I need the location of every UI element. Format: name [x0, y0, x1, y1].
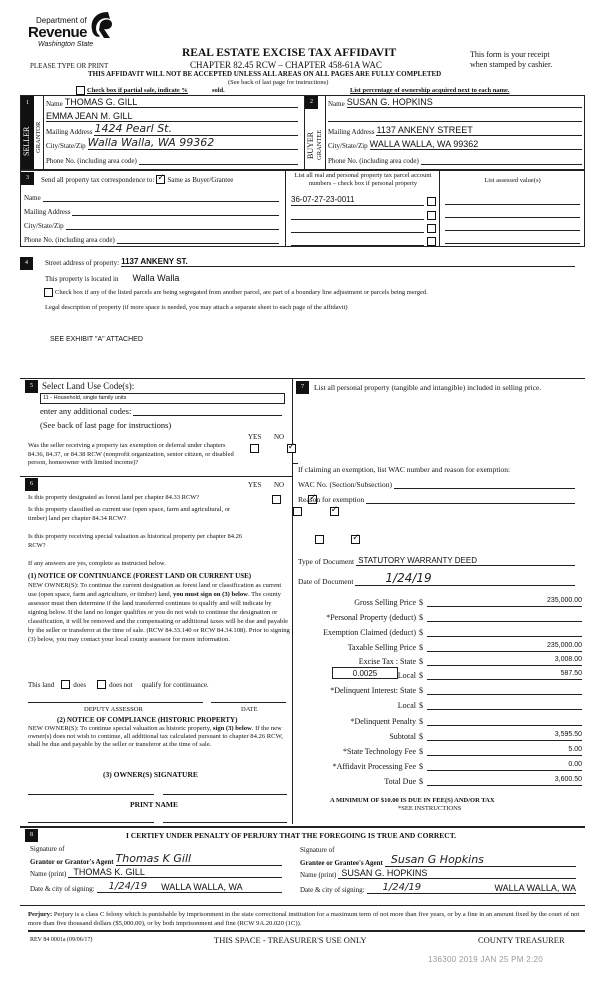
located-field[interactable]: Walla Walla — [132, 273, 180, 283]
agency-line2: Revenue — [28, 24, 88, 41]
grantee-sig-label-1: Signature of — [300, 846, 335, 854]
seller-name-label: Name — [46, 100, 63, 108]
no-header: NO — [274, 481, 285, 489]
grantee-name-field[interactable]: SUSAN G. HOPKINS — [338, 869, 576, 879]
see-back-note: (See back of last page for instructions) — [228, 79, 329, 86]
state-technology-fee-field[interactable]: 5.00 — [427, 746, 582, 756]
form-title: REAL ESTATE EXCISE TAX AFFIDAVIT — [182, 47, 397, 59]
grantor-name-label: Name (print) — [30, 870, 67, 878]
forest-yes-checkbox[interactable] — [272, 495, 281, 504]
forest-land-question: Is this property designated as forest land per chapter 84.33 RCW? — [28, 494, 200, 501]
seller-phone-field[interactable] — [139, 155, 298, 165]
taxable-selling-price-field[interactable]: 235,000.00 — [427, 642, 582, 652]
assessor-date-line[interactable] — [211, 702, 286, 703]
doc-date-label: Date of Document — [298, 577, 354, 586]
doc-type-label: Type of Document — [298, 557, 355, 566]
segregated-checkbox[interactable] — [44, 288, 53, 297]
amount-row: Local $ — [297, 700, 582, 710]
grantee-label: GRANTEE — [316, 129, 323, 161]
buyer-mailing-label: Mailing Address — [328, 128, 375, 136]
section-3-number: 3 — [21, 172, 34, 185]
see-instructions: *SEE INSTRUCTIONS — [398, 805, 462, 812]
notice-2-text: NEW OWNER(S): To continue special valuation as historic property, sign (3) below. If the new owner(s) does not wish to continue, all additional tax calculated pursuant to chapter 84.26 RCW, shall be due and payable by the seller or transferor at the time of sale. — [28, 725, 283, 748]
owner-print-name-line-2[interactable] — [163, 822, 287, 823]
exemption-no-checkbox[interactable] — [287, 444, 296, 453]
print-name-label: PRINT NAME — [130, 800, 178, 809]
seller-mailing-label: Mailing Address — [46, 128, 93, 136]
grantor-signature-field[interactable]: Thomas K Gill — [116, 852, 282, 866]
form-subtitle: CHAPTER 82.45 RCW – CHAPTER 458-61A WAC — [190, 60, 382, 70]
notice-2-title: (2) NOTICE OF COMPLIANCE (HISTORIC PROPERTY) — [57, 716, 238, 724]
segregated-row — [44, 288, 428, 297]
minimum-note: A MINIMUM OF $10.00 IS DUE IN FEE(S) AND/OR TAX — [330, 797, 495, 804]
grantee-date-label: Date & city of signing: — [300, 886, 365, 894]
corr-mailing-field[interactable] — [72, 206, 279, 216]
does-qualify-checkbox[interactable] — [61, 680, 70, 689]
corr-name-field[interactable] — [43, 192, 279, 202]
yes-header: YES — [248, 481, 262, 489]
exemption-claimed-field[interactable] — [427, 627, 582, 637]
notice-1-title: (1) NOTICE OF CONTINUANCE (FOREST LAND OR CURRENT USE) — [28, 572, 252, 580]
buyer-name-2-field[interactable] — [328, 112, 582, 122]
county-treasurer-label: COUNTY TREASURER — [478, 935, 565, 945]
partial-sale-suffix: sold. — [211, 87, 225, 94]
excise-tax-local-field[interactable]: 587.50 — [427, 670, 582, 680]
parcel-field[interactable] — [291, 209, 424, 220]
section-3-box — [20, 170, 585, 247]
subtotal-field[interactable]: 3,595.50 — [427, 731, 582, 741]
land-use-label: Select Land Use Code(s): — [42, 381, 135, 391]
buyer-phone-label: Phone No. (including area code) — [328, 157, 419, 165]
personal-property-checkbox[interactable] — [427, 224, 436, 233]
current-use-question: Is this property classified as current use (open space, farm and agricultural, or timber) land per chapter 84.34 RCW? — [28, 506, 231, 522]
local-rate-field[interactable]: 0.0025 — [332, 667, 398, 679]
same-as-buyer-label: Same as Buyer/Grantee — [167, 175, 234, 184]
grantee-sig-label-2: Grantee or Grantee's Agent — [300, 859, 383, 867]
partial-sale — [76, 86, 225, 95]
assessed-value-field[interactable] — [445, 204, 580, 205]
notice-1-text: NEW OWNER(S): To continue the current designation as forest land or classification as current use (open space, farm and agriculture, or timber) land, you must sign on (3) below. The county assessor must then determine if the land transferred continues to qualify and will indicate by signing below. If the land no longer qualifies or you do not wish to continue the designation or classification, it will be removed and the compensating or additional taxes will be due and payable by the seller or transferor at the time of sale. (RCW 84.33.140 or RCW 84.34.108). Prior to signing (3) below, you may contact your local county assessor for more information. — [28, 582, 290, 643]
parcel-row — [291, 209, 436, 220]
excise-tax-state-field[interactable]: 3,008.00 — [427, 656, 582, 666]
buyer-label: BUYER — [306, 131, 315, 159]
wac-field[interactable] — [394, 479, 575, 489]
assessed-value-field[interactable] — [445, 243, 580, 244]
corr-city-label: City/State/Zip — [24, 222, 64, 230]
gross-selling-price-field[interactable]: 235,000.00 — [427, 597, 582, 607]
grantor-sig-label-1: Signature of — [30, 845, 65, 853]
deputy-assessor-label: DEPUTY ASSESSOR — [84, 706, 143, 713]
street-address-field[interactable]: 1137 ANKENY ST. — [121, 257, 575, 267]
personal-property-label: List all personal property (tangible and intangible) included in selling price. — [314, 383, 542, 392]
current-use-yes-checkbox[interactable] — [293, 507, 302, 516]
located-in — [45, 273, 179, 283]
treasurer-use-label: THIS SPACE - TREASURER'S USE ONLY — [214, 935, 367, 945]
doc-type-field[interactable]: STATUTORY WARRANTY DEED — [356, 556, 575, 566]
personal-property-field[interactable] — [300, 410, 580, 460]
seller-name-1-field[interactable]: THOMAS G. GILL — [65, 98, 298, 108]
buyer-city-field[interactable]: WALLA WALLA, WA 99362 — [370, 140, 582, 150]
corr-phone-label: Phone No. (including area code) — [24, 236, 115, 244]
send-correspondence — [41, 175, 233, 184]
grantee-signature-field[interactable]: Susan G Hopkins — [385, 853, 576, 867]
partial-sale-checkbox[interactable] — [76, 86, 85, 95]
grantor-label: GRANTOR — [35, 121, 42, 154]
buyer-name-label: Name — [328, 100, 345, 108]
corr-mailing-label: Mailing Address — [24, 208, 71, 216]
grantee-date-field[interactable]: 1/24/19 WALLA WALLA, WA — [367, 884, 576, 894]
please-type: PLEASE TYPE OR PRINT — [30, 62, 109, 70]
perjury-notice: Perjury: Perjury is a class C felony which is punishable by imprisonment in the state correctional institution for a maximum term of not more than five years, or by a fine in an amount fixed by the court of not more than five thousand dollars ($5,000.00), or by both imprisonment and fine (RCW 9A.20.020 (1C)). — [28, 911, 580, 927]
date-label: DATE — [241, 706, 258, 713]
parcel-field[interactable] — [291, 235, 424, 246]
ownership-note: List percentage of ownership acquired next to each name. — [350, 87, 510, 94]
seller-label: SELLER — [22, 126, 31, 156]
section-6-number: 6 — [25, 478, 38, 491]
buyer-mailing-field[interactable]: 1137 ANKENY STREET — [376, 126, 582, 136]
grantor-name-field[interactable]: THOMAS K. GILL — [68, 868, 282, 878]
located-label: This property is located in — [45, 275, 119, 283]
section-2-number: 2 — [305, 96, 318, 109]
parcel-field[interactable] — [291, 222, 424, 233]
seller-city-label: City/State/Zip — [46, 142, 86, 150]
delinquent-interest-state-field[interactable] — [427, 685, 582, 695]
section-7-number: 7 — [296, 381, 309, 394]
section-1-number: 1 — [21, 96, 34, 169]
amount-row: Subtotal $ 3,595.50 — [389, 731, 582, 741]
amount-row: Local $ 587.50 — [397, 670, 582, 680]
form-revision: REV 84 0001a (09/06/17) — [30, 937, 93, 943]
additional-codes-field[interactable] — [133, 406, 282, 416]
current-use-no-checkbox[interactable] — [330, 507, 339, 516]
agency-line1: Department of — [36, 16, 87, 25]
reason-label: Reason for exemption — [298, 495, 365, 504]
buyer-phone-field[interactable] — [421, 155, 582, 165]
personal-property-checkbox[interactable] — [427, 211, 436, 220]
owner-signature-line-1[interactable] — [28, 794, 154, 795]
corr-phone-field[interactable] — [117, 234, 279, 244]
treasurer-stamp: 136300 2019 JAN 25 PM 2:20 — [428, 955, 543, 964]
grantor-date-field[interactable]: 1/24/19 WALLA WALLA, WA — [97, 883, 282, 893]
corr-name-label: Name — [24, 194, 41, 202]
parcel-row — [291, 195, 436, 206]
buyer-name-1-field[interactable]: SUSAN G. HOPKINS — [347, 98, 582, 108]
parcel-field[interactable]: 36-07-27-23-0011 — [291, 195, 424, 206]
affidavit-processing-fee-field[interactable]: 0.00 — [427, 761, 582, 771]
continuance-row: This land does does not qualify for continuance. — [28, 680, 209, 689]
exemption-yes-checkbox[interactable] — [250, 444, 259, 453]
grantor-date-label: Date & city of signing: — [30, 885, 95, 893]
section-4-number: 4 — [20, 257, 33, 270]
buyer-city-label: City/State/Zip — [328, 142, 368, 150]
partial-sale-label: Check box if partial sale, indicate % — [87, 87, 188, 94]
dor-logo — [28, 12, 118, 56]
exemption-claim-label: If claiming an exemption, list WAC number and reason for exemption: — [298, 465, 511, 474]
section-8-number: 8 — [25, 829, 38, 842]
personal-property-checkbox[interactable] — [427, 197, 436, 206]
delinquent-penalty-field[interactable] — [427, 716, 582, 726]
owner-signature-line-2[interactable] — [163, 794, 287, 795]
same-as-buyer-checkbox[interactable] — [156, 175, 165, 184]
doc-date-field[interactable]: 1/24/19 — [355, 572, 575, 586]
personal-property-deduct-field[interactable] — [427, 612, 582, 622]
street-address-label: Street address of property: — [45, 259, 120, 267]
amount-row: Exemption Claimed (deduct) $ — [297, 627, 582, 637]
total-due-field[interactable]: 3,600.50 — [427, 776, 582, 786]
reason-field[interactable] — [366, 494, 575, 504]
parcel-header: List all real and personal property tax parcel account numbers – check box if personal property — [294, 172, 432, 187]
section-5-number: 5 — [25, 380, 38, 393]
amount-row: *State Technology Fee $ 5.00 — [342, 746, 582, 756]
warning-banner: THIS AFFIDAVIT WILL NOT BE ACCEPTED UNLESS ALL AREAS ON ALL PAGES ARE FULLY COMPLETED — [88, 70, 442, 78]
wac-label: WAC No. (Section/Subsection) — [298, 480, 392, 489]
delinquent-interest-local-field[interactable] — [427, 700, 582, 710]
grantee-name-label: Name (print) — [300, 871, 337, 879]
land-use-select[interactable] — [40, 393, 285, 404]
exemption-question: Was the seller receiving a property tax exemption or deferral under chapters 84.36, 84.37, or 84.38 RCW (nonprofit organization, senior citizen, or disabled person, homeowner with limited income)? — [28, 442, 234, 466]
legal-description-field[interactable]: SEE EXHIBIT "A" ATTACHED — [50, 336, 143, 343]
assessed-header: List assessed value(s) — [484, 177, 541, 184]
amount-row: Taxable Selling Price $ 235,000.00 — [347, 642, 582, 652]
certify-statement: I CERTIFY UNDER PENALTY OF PERJURY THAT THE FOREGOING IS TRUE AND CORRECT. — [126, 831, 457, 840]
personal-property-checkbox[interactable] — [427, 237, 436, 246]
seller-name-2-field[interactable]: EMMA JEAN M. GILL — [46, 112, 298, 122]
receipt-note-1: This form is your receipt — [470, 50, 550, 59]
corr-city-field[interactable] — [66, 220, 279, 230]
seller-phone-label: Phone No. (including area code) — [46, 157, 137, 165]
historic-question: Is this property receiving special valuation as historical property per chapter 84.26 RCW? — [28, 533, 243, 549]
assessed-value-field[interactable] — [445, 230, 580, 231]
dor-swirl-icon — [88, 10, 114, 40]
if-yes-note: If any answers are yes, complete as instructed below. — [28, 560, 166, 567]
send-label: Send all property tax correspondence to: — [41, 175, 155, 184]
legal-description-label: Legal description of property (if more space is needed, you may attach a separate sheet to each page of the affidavit) — [45, 304, 348, 311]
seller-mailing-field[interactable]: 1424 Pearl St. — [94, 126, 298, 136]
deputy-assessor-signature-line[interactable] — [28, 702, 203, 703]
amount-row: *Affidavit Processing Fee $ 0.00 — [332, 761, 582, 771]
amount-row: *Delinquent Interest: State $ — [297, 685, 582, 695]
amount-row: *Personal Property (deduct) $ — [297, 612, 582, 622]
amount-row: Excise Tax : State $ 3,008.00 — [358, 656, 582, 666]
parcel-row — [291, 235, 436, 246]
segregated-label: Check box if any of the listed parcels are being segregated from another parcel, are part of a boundary line adjustment or parcels being merged. — [55, 289, 428, 296]
parcel-row — [291, 222, 436, 233]
land-use-see-back: (See back of last page for instructions) — [40, 420, 172, 430]
historic-no-checkbox[interactable] — [351, 535, 360, 544]
does-not-qualify-checkbox[interactable] — [97, 680, 106, 689]
owner-signature-title: (3) OWNER(S) SIGNATURE — [103, 770, 198, 779]
no-header: NO — [274, 433, 285, 441]
amount-row: *Delinquent Penalty $ — [297, 716, 582, 726]
assessed-value-field[interactable] — [445, 217, 580, 218]
amount-row: Total Due $ 3,600.50 — [384, 776, 582, 786]
yes-header: YES — [248, 433, 262, 441]
receipt-note-2: when stamped by cashier. — [470, 60, 553, 69]
grantor-sig-label-2: Grantor or Grantor's Agent — [30, 858, 114, 866]
historic-yes-checkbox[interactable] — [315, 535, 324, 544]
amount-row: Gross Selling Price $ 235,000.00 — [354, 597, 582, 607]
owner-print-name-line-1[interactable] — [28, 822, 154, 823]
additional-codes-label: enter any additional codes: — [40, 406, 132, 416]
section-1-2-box — [20, 95, 585, 170]
agency-line3: Washington State — [38, 41, 94, 48]
seller-city-field[interactable]: Walla Walla, WA 99362 — [88, 140, 298, 150]
land-use-value: 11 - Household, single family units — [43, 395, 127, 401]
